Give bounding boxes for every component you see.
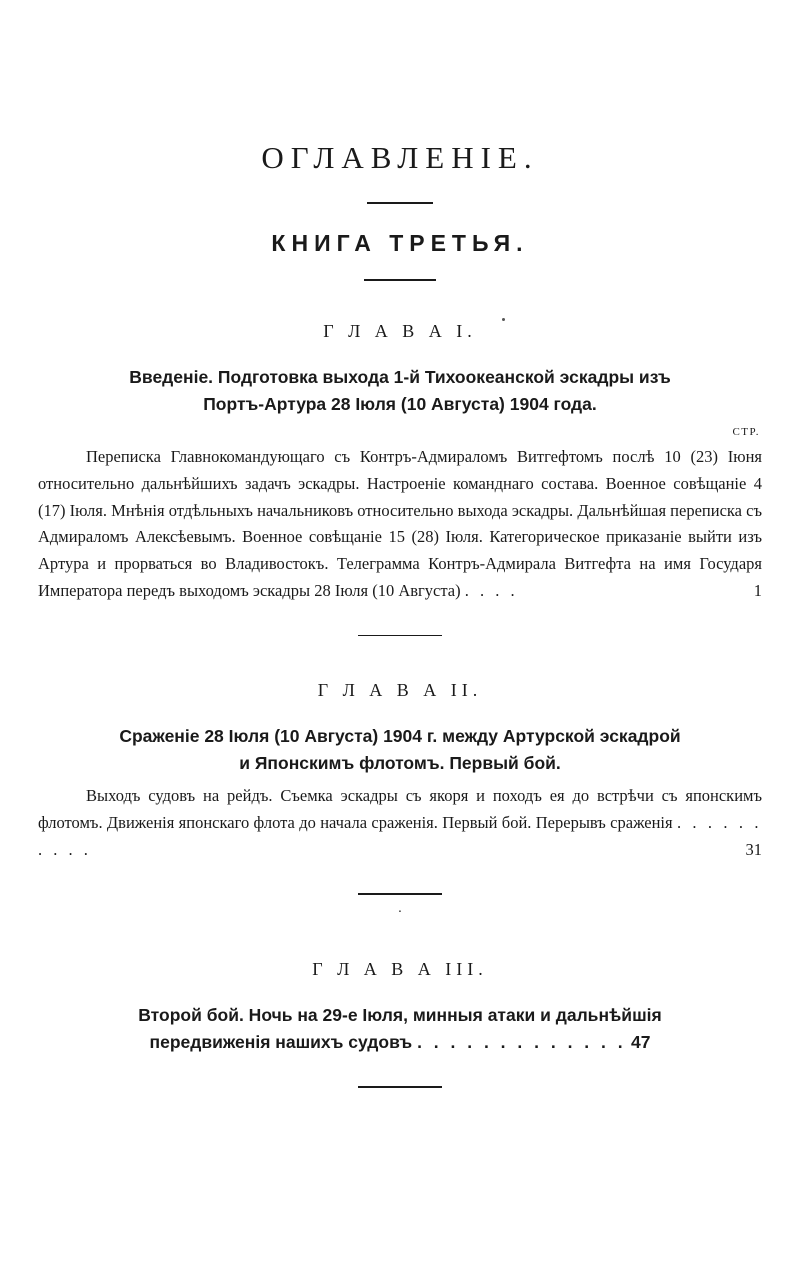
chapter-page-1: 1 <box>753 580 762 600</box>
leader-dots-3: . . . . . . . . . . . . . <box>417 1032 627 1053</box>
title-divider <box>367 202 433 204</box>
chapter-summary-1 <box>38 444 762 604</box>
section-separator-2 <box>358 893 442 895</box>
leader-dots-1: . . . . <box>464 580 519 600</box>
section-separator-1 <box>358 635 442 637</box>
chapter-heading-3-line2-text: передвиженія нашихъ судовъ <box>149 1032 413 1053</box>
stray-ink-dot <box>502 318 505 321</box>
page-title: ОГЛАВЛЕНІЕ. <box>261 140 539 175</box>
table-of-contents <box>38 0 762 1088</box>
section-separator-3 <box>358 1086 442 1088</box>
chapter-heading-3-line1: Второй бой. Ночь на 29-е Іюля, минныя атаки и дальнѣйшія <box>138 1004 662 1025</box>
chapter-summary-2-text: Выходъ судовъ на рейдъ. Съемка эскадры съ якоря и походъ ея до встрѣчи съ японскимъ флотомъ. Движенія японскаго флота до начала сраженія. Первый бой. Перерывъ сраженія <box>38 786 762 833</box>
chapter-summary-1-text: Переписка Главнокомандующаго съ Контръ-Адмираломъ Витгефтомъ послѣ 10 (23) Іюня относительно дальнѣйшихъ задачъ эскадры. Настроеніе команднаго состава. Военное совѣщаніе 4 (17) Іюля. Мнѣнія отдѣльныхъ начальниковъ относительно выхода эскадры. Дальнѣйшая переписка съ Адмираломъ Алексѣевымъ. Военное совѣщаніе 15 (28) Іюля. Категорическое приказаніе выйти изъ Артура и прорваться во Владивостокъ. Телеграмма Контръ-Адмирала Витгефта на имя Государя Императора передъ выходомъ эскадры 28 Іюля (10 Августа) <box>38 447 762 600</box>
chapter-page-3: 47 <box>631 1032 651 1053</box>
chapter-heading-2-line2: и Японскимъ флотомъ. Первый бой. <box>239 753 561 774</box>
chapter-label-3: Г Л А В А III. <box>312 958 488 979</box>
chapter-page-2: 31 <box>745 839 762 859</box>
chapter-heading-1-line1: Введеніе. Подготовка выхода 1-й Тихоокеанской эскадры изъ <box>129 367 671 387</box>
chapter-heading-1-line2: Портъ-Артура 28 Іюля (10 Августа) 1904 года. <box>203 394 597 415</box>
book-divider <box>364 279 436 281</box>
chapter-entry-2 <box>38 680 762 863</box>
chapter-heading-3 <box>38 1002 762 1056</box>
book-title: КНИГА ТРЕТЬЯ. <box>271 230 529 256</box>
chapter-summary-2 <box>38 783 762 863</box>
chapter-heading-2 <box>38 723 762 777</box>
chapter-label-1: Г Л А В А I. <box>323 321 477 341</box>
leader-dots-2: . . . . . . . . . . <box>38 813 762 859</box>
chapter-heading-3-line2 <box>42 1029 758 1056</box>
chapter-entry-1 <box>38 321 762 605</box>
chapter-heading-1 <box>38 364 762 418</box>
chapter-entry-3 <box>38 959 762 1056</box>
page-column-label: СТР. <box>732 426 760 439</box>
chapter-heading-2-line1: Сраженіе 28 Іюля (10 Августа) 1904 г. между Артурской эскадрой <box>119 726 681 747</box>
chapter-label-2: Г Л А В А II. <box>317 680 483 701</box>
center-dot-mark: · <box>397 904 403 920</box>
